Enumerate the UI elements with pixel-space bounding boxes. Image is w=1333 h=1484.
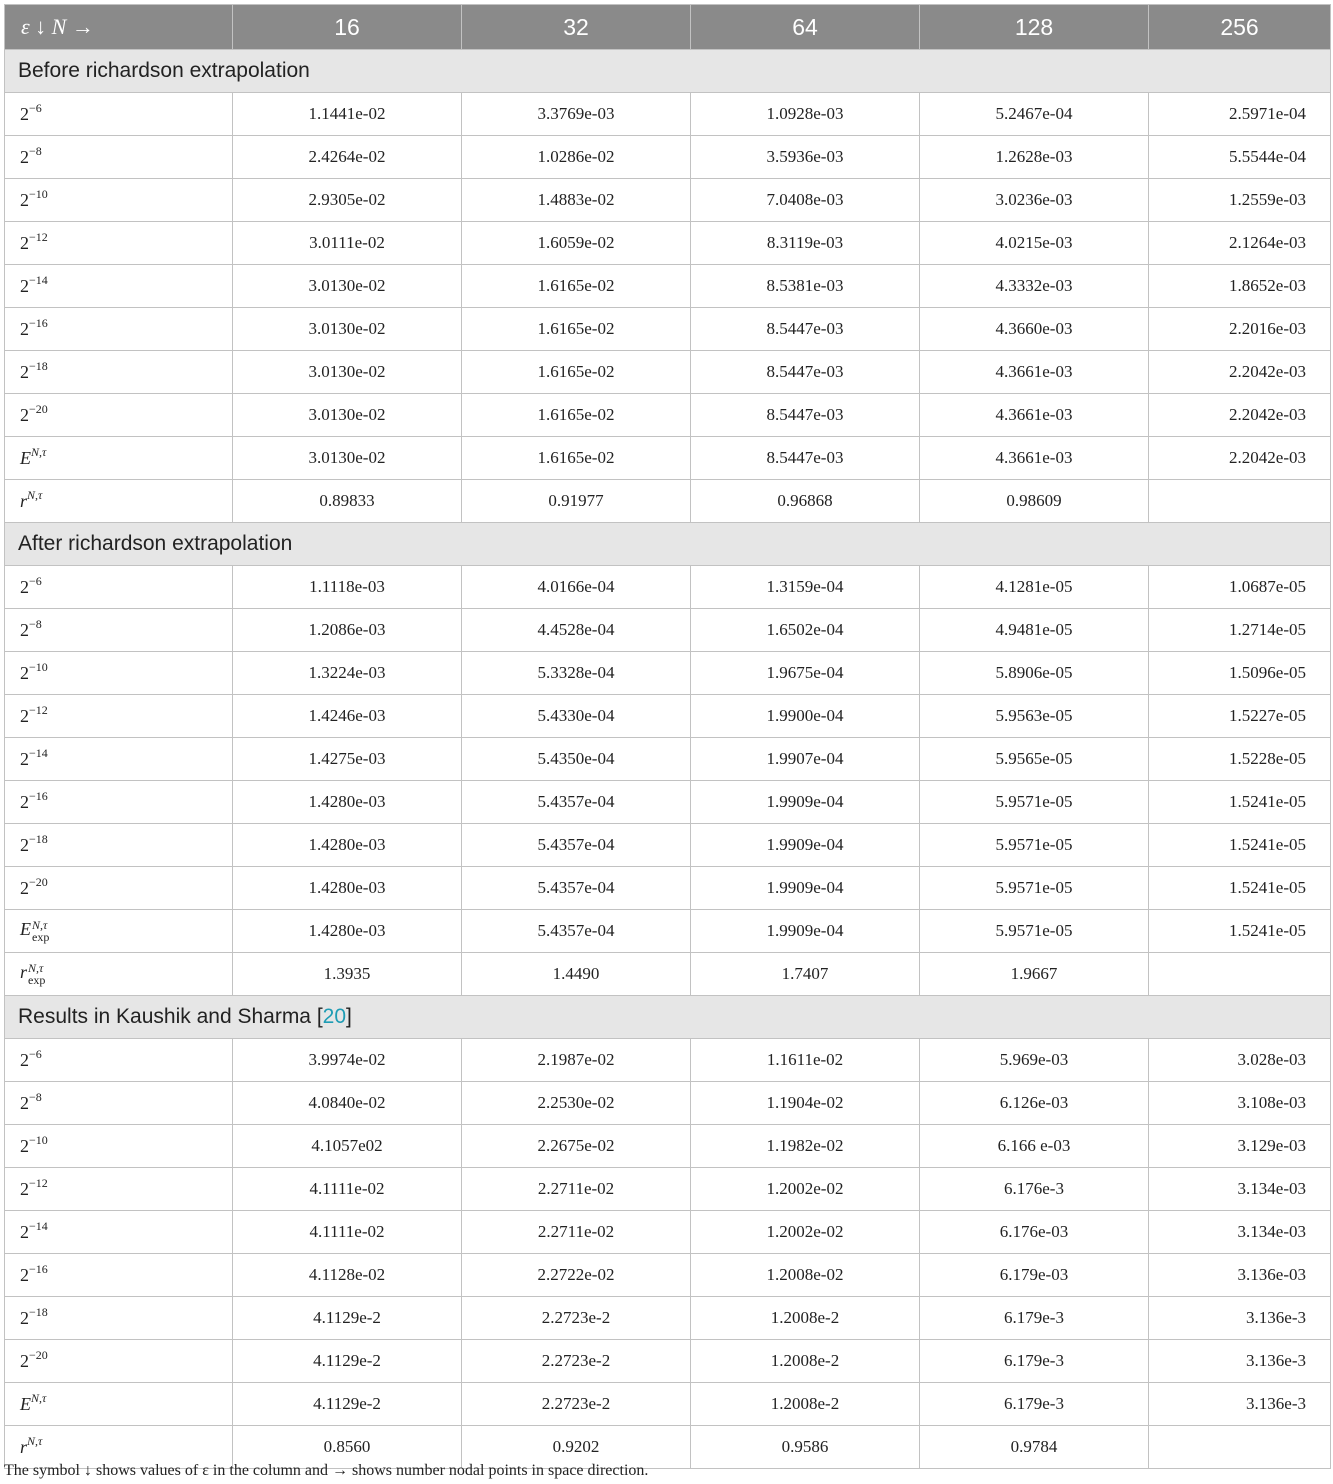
section-header-row bbox=[5, 50, 1331, 93]
table-cell: 1.4883e-02 bbox=[462, 179, 691, 222]
table-cell bbox=[1149, 953, 1331, 996]
table-cell: 0.98609 bbox=[920, 480, 1149, 523]
table-cell: 1.9909e-04 bbox=[691, 824, 920, 867]
table-cell: 5.9563e-05 bbox=[920, 695, 1149, 738]
row-label-base: 2 bbox=[20, 705, 29, 726]
row-label bbox=[5, 265, 233, 308]
table-cell: 4.3661e-03 bbox=[920, 437, 1149, 480]
table-cell: 3.0130e-02 bbox=[233, 437, 462, 480]
table-row bbox=[5, 480, 1331, 523]
table-cell: 2.2016e-03 bbox=[1149, 308, 1331, 351]
table-cell: 4.1128e-02 bbox=[233, 1254, 462, 1297]
table-cell: 4.1111e-02 bbox=[233, 1168, 462, 1211]
row-label-base: 2 bbox=[20, 1350, 29, 1371]
table-row bbox=[5, 867, 1331, 910]
row-label bbox=[5, 1254, 233, 1297]
row-label-base: 2 bbox=[20, 791, 29, 812]
table-cell: 1.6059e-02 bbox=[462, 222, 691, 265]
table-cell: 1.6165e-02 bbox=[462, 351, 691, 394]
table-cell: 1.2628e-03 bbox=[920, 136, 1149, 179]
table-cell: 4.0840e-02 bbox=[233, 1082, 462, 1125]
table-cell: 5.4357e-04 bbox=[462, 867, 691, 910]
table-cell: 6.179e-3 bbox=[920, 1383, 1149, 1426]
table-cell: 1.8652e-03 bbox=[1149, 265, 1331, 308]
table-cell bbox=[1149, 1426, 1331, 1469]
table-cell: 8.5447e-03 bbox=[691, 437, 920, 480]
table-row bbox=[5, 437, 1331, 480]
row-label bbox=[5, 1082, 233, 1125]
table-cell: 3.136e-3 bbox=[1149, 1297, 1331, 1340]
row-label-superscript: −12 bbox=[29, 229, 48, 244]
section-title-text: Before richardson extrapolation bbox=[18, 59, 310, 82]
table-cell: 1.6165e-02 bbox=[462, 394, 691, 437]
table-cell: 3.5936e-03 bbox=[691, 136, 920, 179]
table-cell: 4.4528e-04 bbox=[462, 609, 691, 652]
table-row bbox=[5, 1125, 1331, 1168]
row-label-superscript: −10 bbox=[29, 1132, 48, 1147]
header-corner: ε ↓ N → bbox=[5, 5, 233, 50]
row-label bbox=[5, 1383, 233, 1426]
table-row bbox=[5, 1168, 1331, 1211]
row-label bbox=[5, 695, 233, 738]
table-cell: 4.1129e-2 bbox=[233, 1297, 462, 1340]
table-cell: 1.1904e-02 bbox=[691, 1082, 920, 1125]
results-table bbox=[4, 4, 1331, 1469]
row-label-superscript: −20 bbox=[29, 1347, 48, 1362]
table-cell: 3.136e-3 bbox=[1149, 1383, 1331, 1426]
row-label-base: r bbox=[20, 490, 28, 511]
row-label-base: 2 bbox=[20, 361, 29, 382]
table-cell: 0.8560 bbox=[233, 1426, 462, 1469]
row-label-base: 2 bbox=[20, 232, 29, 253]
section-header-row bbox=[5, 523, 1331, 566]
table-cell: 3.028e-03 bbox=[1149, 1039, 1331, 1082]
row-label-base: 2 bbox=[20, 748, 29, 769]
row-label bbox=[5, 867, 233, 910]
row-label-superscript: −12 bbox=[29, 702, 48, 717]
table-cell: 2.2042e-03 bbox=[1149, 394, 1331, 437]
row-label-base: 2 bbox=[20, 189, 29, 210]
row-label-superscript: −12 bbox=[29, 1175, 48, 1190]
row-label-base: 2 bbox=[20, 1178, 29, 1199]
table-cell: 5.4330e-04 bbox=[462, 695, 691, 738]
row-label bbox=[5, 738, 233, 781]
table-cell: 1.3224e-03 bbox=[233, 652, 462, 695]
table-cell: 3.0130e-02 bbox=[233, 308, 462, 351]
table-row bbox=[5, 308, 1331, 351]
table-cell: 1.9667 bbox=[920, 953, 1149, 996]
citation-link[interactable]: 20 bbox=[322, 1005, 347, 1028]
row-label-base: 2 bbox=[20, 1221, 29, 1242]
table-cell: 4.3661e-03 bbox=[920, 351, 1149, 394]
row-label-superscript: −18 bbox=[29, 831, 48, 846]
table-row bbox=[5, 1383, 1331, 1426]
table-cell: 6.179e-3 bbox=[920, 1340, 1149, 1383]
row-label-base: r bbox=[20, 962, 28, 982]
table-cell: 1.4280e-03 bbox=[233, 867, 462, 910]
row-label-base: 2 bbox=[20, 877, 29, 898]
table-cell: 1.9909e-04 bbox=[691, 867, 920, 910]
row-label-superscript: −6 bbox=[29, 1046, 42, 1061]
table-row bbox=[5, 1211, 1331, 1254]
table-row bbox=[5, 93, 1331, 136]
table-cell: 5.4350e-04 bbox=[462, 738, 691, 781]
table-row bbox=[5, 179, 1331, 222]
row-label bbox=[5, 1211, 233, 1254]
section-title bbox=[5, 50, 1331, 93]
row-label bbox=[5, 1125, 233, 1168]
table-cell: 3.0130e-02 bbox=[233, 394, 462, 437]
table-row bbox=[5, 652, 1331, 695]
row-label-superscript: N,τ bbox=[27, 487, 43, 502]
row-label-scripts bbox=[28, 962, 45, 986]
table-cell: 3.9974e-02 bbox=[233, 1039, 462, 1082]
row-label-superscript: −18 bbox=[29, 1304, 48, 1319]
row-label bbox=[5, 308, 233, 351]
table-cell: 5.5544e-04 bbox=[1149, 136, 1331, 179]
row-label bbox=[5, 437, 233, 480]
row-label bbox=[5, 136, 233, 179]
table-cell: 2.2722e-02 bbox=[462, 1254, 691, 1297]
header-col-128: 128 bbox=[920, 5, 1149, 50]
row-label bbox=[5, 910, 233, 953]
table-row bbox=[5, 781, 1331, 824]
table-cell: 5.4357e-04 bbox=[462, 781, 691, 824]
row-label-superscript: −8 bbox=[29, 616, 42, 631]
table-cell: 6.166 e-03 bbox=[920, 1125, 1149, 1168]
table-cell: 4.1281e-05 bbox=[920, 566, 1149, 609]
table-cell: 3.136e-03 bbox=[1149, 1254, 1331, 1297]
table-cell: 1.6165e-02 bbox=[462, 265, 691, 308]
table-cell: 2.2723e-2 bbox=[462, 1340, 691, 1383]
header-col-16: 16 bbox=[233, 5, 462, 50]
table-row bbox=[5, 265, 1331, 308]
table-row bbox=[5, 136, 1331, 179]
header-col-64: 64 bbox=[691, 5, 920, 50]
row-label-base: 2 bbox=[20, 318, 29, 339]
table-cell: 1.5228e-05 bbox=[1149, 738, 1331, 781]
table-cell: 8.5447e-03 bbox=[691, 394, 920, 437]
table-cell: 1.2008e-02 bbox=[691, 1254, 920, 1297]
row-label bbox=[5, 609, 233, 652]
table-cell: 2.2675e-02 bbox=[462, 1125, 691, 1168]
table-cell: 1.9900e-04 bbox=[691, 695, 920, 738]
table-cell: 5.8906e-05 bbox=[920, 652, 1149, 695]
table-cell: 1.4246e-03 bbox=[233, 695, 462, 738]
row-label-superscript: N,τ bbox=[28, 961, 44, 975]
table-cell: 3.136e-3 bbox=[1149, 1340, 1331, 1383]
table-cell: 4.1129e-2 bbox=[233, 1383, 462, 1426]
row-label bbox=[5, 1297, 233, 1340]
table-cell: 8.5447e-03 bbox=[691, 351, 920, 394]
table-cell: 1.1441e-02 bbox=[233, 93, 462, 136]
row-label-base: 2 bbox=[20, 619, 29, 640]
table-cell: 1.5227e-05 bbox=[1149, 695, 1331, 738]
table-cell: 6.126e-03 bbox=[920, 1082, 1149, 1125]
table-cell: 1.5241e-05 bbox=[1149, 824, 1331, 867]
table-cell: 1.4275e-03 bbox=[233, 738, 462, 781]
table-header bbox=[5, 5, 1331, 50]
row-label-subscript: exp bbox=[32, 930, 50, 944]
row-label-base: 2 bbox=[20, 1307, 29, 1328]
header-col-256: 256 bbox=[1149, 5, 1331, 50]
table-cell: 5.9571e-05 bbox=[920, 824, 1149, 867]
row-label-superscript: −6 bbox=[29, 100, 42, 115]
table-cell: 2.2042e-03 bbox=[1149, 437, 1331, 480]
table-cell: 6.176e-3 bbox=[920, 1168, 1149, 1211]
table-cell: 2.2530e-02 bbox=[462, 1082, 691, 1125]
row-label-scripts bbox=[32, 919, 49, 943]
table-row bbox=[5, 953, 1331, 996]
table-cell: 3.3769e-03 bbox=[462, 93, 691, 136]
table-cell: 1.2008e-2 bbox=[691, 1340, 920, 1383]
row-label-superscript: N,τ bbox=[27, 1433, 43, 1448]
table-cell: 0.96868 bbox=[691, 480, 920, 523]
table-row bbox=[5, 1297, 1331, 1340]
row-label-base: r bbox=[20, 1436, 28, 1457]
row-label-superscript: −20 bbox=[29, 874, 48, 889]
row-label-subscript: exp bbox=[28, 973, 46, 987]
table-cell: 5.9565e-05 bbox=[920, 738, 1149, 781]
row-label-base: 2 bbox=[20, 146, 29, 167]
section-title-end: ] bbox=[346, 1005, 352, 1028]
row-label-superscript: −6 bbox=[29, 573, 42, 588]
row-label-base: 2 bbox=[20, 1264, 29, 1285]
table-cell: 2.2711e-02 bbox=[462, 1168, 691, 1211]
table-cell: 0.89833 bbox=[233, 480, 462, 523]
table-row bbox=[5, 738, 1331, 781]
row-label bbox=[5, 566, 233, 609]
table-cell: 4.3661e-03 bbox=[920, 394, 1149, 437]
table-cell: 1.4280e-03 bbox=[233, 781, 462, 824]
table-cell: 1.2008e-2 bbox=[691, 1297, 920, 1340]
table-cell: 3.134e-03 bbox=[1149, 1168, 1331, 1211]
table-cell: 1.5241e-05 bbox=[1149, 867, 1331, 910]
row-label-superscript: −10 bbox=[29, 186, 48, 201]
row-label bbox=[5, 179, 233, 222]
table-cell: 2.9305e-02 bbox=[233, 179, 462, 222]
table-cell: 1.6165e-02 bbox=[462, 437, 691, 480]
table-cell: 0.9202 bbox=[462, 1426, 691, 1469]
table-row bbox=[5, 222, 1331, 265]
row-label-base: 2 bbox=[20, 404, 29, 425]
table-cell: 5.4357e-04 bbox=[462, 824, 691, 867]
row-label-superscript: −16 bbox=[29, 315, 48, 330]
table-cell: 5.9571e-05 bbox=[920, 910, 1149, 953]
table-cell: 1.6165e-02 bbox=[462, 308, 691, 351]
row-label-base: 2 bbox=[20, 1092, 29, 1113]
table-body bbox=[5, 50, 1331, 1469]
row-label-superscript: −10 bbox=[29, 659, 48, 674]
table-cell: 3.0130e-02 bbox=[233, 351, 462, 394]
row-label-superscript: N,τ bbox=[32, 918, 48, 932]
row-label bbox=[5, 1340, 233, 1383]
table-row bbox=[5, 566, 1331, 609]
table-cell: 1.2002e-02 bbox=[691, 1168, 920, 1211]
table-cell: 1.0286e-02 bbox=[462, 136, 691, 179]
row-label-superscript: −14 bbox=[29, 745, 48, 760]
table-cell: 1.2008e-2 bbox=[691, 1383, 920, 1426]
table-cell: 1.6502e-04 bbox=[691, 609, 920, 652]
table-cell: 6.179e-3 bbox=[920, 1297, 1149, 1340]
table-cell: 1.2086e-03 bbox=[233, 609, 462, 652]
table-cell: 2.1987e-02 bbox=[462, 1039, 691, 1082]
row-label bbox=[5, 781, 233, 824]
table-cell: 1.1611e-02 bbox=[691, 1039, 920, 1082]
table-row bbox=[5, 824, 1331, 867]
row-label-base: E bbox=[20, 919, 31, 939]
table-cell: 8.5447e-03 bbox=[691, 308, 920, 351]
row-label bbox=[5, 1168, 233, 1211]
row-label-base: E bbox=[20, 447, 31, 468]
table-cell: 2.2723e-2 bbox=[462, 1297, 691, 1340]
table-cell: 1.0687e-05 bbox=[1149, 566, 1331, 609]
row-label-superscript: −8 bbox=[29, 1089, 42, 1104]
row-label-base: 2 bbox=[20, 662, 29, 683]
table-cell: 1.2559e-03 bbox=[1149, 179, 1331, 222]
table-cell: 5.2467e-04 bbox=[920, 93, 1149, 136]
table-cell: 4.0166e-04 bbox=[462, 566, 691, 609]
table-cell: 4.3332e-03 bbox=[920, 265, 1149, 308]
row-label-superscript: N,τ bbox=[31, 444, 47, 459]
section-title-text: After richardson extrapolation bbox=[18, 532, 293, 555]
row-label-superscript: −16 bbox=[29, 788, 48, 803]
row-label bbox=[5, 93, 233, 136]
table-cell: 1.2714e-05 bbox=[1149, 609, 1331, 652]
table-cell: 2.5971e-04 bbox=[1149, 93, 1331, 136]
table-cell: 2.4264e-02 bbox=[233, 136, 462, 179]
table-cell: 1.4280e-03 bbox=[233, 824, 462, 867]
table-cell: 1.1118e-03 bbox=[233, 566, 462, 609]
table-cell: 0.9586 bbox=[691, 1426, 920, 1469]
table-cell: 5.3328e-04 bbox=[462, 652, 691, 695]
table-row bbox=[5, 1082, 1331, 1125]
row-label bbox=[5, 222, 233, 265]
table-cell: 8.5381e-03 bbox=[691, 265, 920, 308]
table-cell: 4.1111e-02 bbox=[233, 1211, 462, 1254]
table-cell: 1.7407 bbox=[691, 953, 920, 996]
row-label-superscript: −16 bbox=[29, 1261, 48, 1276]
table-cell: 1.2002e-02 bbox=[691, 1211, 920, 1254]
row-label-base: 2 bbox=[20, 275, 29, 296]
header-col-32: 32 bbox=[462, 5, 691, 50]
table-cell: 4.1057e02 bbox=[233, 1125, 462, 1168]
row-label bbox=[5, 1039, 233, 1082]
table-cell: 4.3660e-03 bbox=[920, 308, 1149, 351]
row-label-base: 2 bbox=[20, 103, 29, 124]
row-label-base: 2 bbox=[20, 1135, 29, 1156]
table-cell: 6.179e-03 bbox=[920, 1254, 1149, 1297]
table-cell: 1.5241e-05 bbox=[1149, 781, 1331, 824]
table-cell: 7.0408e-03 bbox=[691, 179, 920, 222]
table-cell: 5.9571e-05 bbox=[920, 781, 1149, 824]
table-cell: 1.0928e-03 bbox=[691, 93, 920, 136]
table-row bbox=[5, 1039, 1331, 1082]
table-cell: 3.0111e-02 bbox=[233, 222, 462, 265]
table-cell: 2.2711e-02 bbox=[462, 1211, 691, 1254]
table-cell: 3.0130e-02 bbox=[233, 265, 462, 308]
table-row bbox=[5, 695, 1331, 738]
section-title bbox=[5, 523, 1331, 566]
row-label bbox=[5, 480, 233, 523]
table-cell: 2.2042e-03 bbox=[1149, 351, 1331, 394]
section-title bbox=[5, 996, 1331, 1039]
row-label-base: E bbox=[20, 1393, 31, 1414]
row-label-base: 2 bbox=[20, 576, 29, 597]
table-row bbox=[5, 910, 1331, 953]
table-cell: 1.5096e-05 bbox=[1149, 652, 1331, 695]
table-cell: 4.9481e-05 bbox=[920, 609, 1149, 652]
row-label-superscript: −8 bbox=[29, 143, 42, 158]
table-cell: 3.129e-03 bbox=[1149, 1125, 1331, 1168]
row-label bbox=[5, 652, 233, 695]
table-cell: 4.1129e-2 bbox=[233, 1340, 462, 1383]
table-cell: 4.0215e-03 bbox=[920, 222, 1149, 265]
table-cell: 1.9909e-04 bbox=[691, 781, 920, 824]
table-cell: 5.4357e-04 bbox=[462, 910, 691, 953]
table-cell: 1.1982e-02 bbox=[691, 1125, 920, 1168]
table-cell: 2.1264e-03 bbox=[1149, 222, 1331, 265]
row-label-superscript: −14 bbox=[29, 1218, 48, 1233]
row-label bbox=[5, 394, 233, 437]
table-cell: 3.108e-03 bbox=[1149, 1082, 1331, 1125]
table-cell: 0.91977 bbox=[462, 480, 691, 523]
table-cell bbox=[1149, 480, 1331, 523]
table-cell: 5.9571e-05 bbox=[920, 867, 1149, 910]
row-label bbox=[5, 824, 233, 867]
row-label-superscript: −20 bbox=[29, 401, 48, 416]
table-row bbox=[5, 351, 1331, 394]
table-cell: 1.4280e-03 bbox=[233, 910, 462, 953]
section-title-text: Results in Kaushik and Sharma [ bbox=[18, 1005, 323, 1028]
table-cell: 2.2723e-2 bbox=[462, 1383, 691, 1426]
section-header-row bbox=[5, 996, 1331, 1039]
table-cell: 0.9784 bbox=[920, 1426, 1149, 1469]
table-cell: 1.5241e-05 bbox=[1149, 910, 1331, 953]
row-label-base: 2 bbox=[20, 1049, 29, 1070]
table-cell: 1.3935 bbox=[233, 953, 462, 996]
table-cell: 1.9909e-04 bbox=[691, 910, 920, 953]
table-cell: 3.134e-03 bbox=[1149, 1211, 1331, 1254]
table-row bbox=[5, 1340, 1331, 1383]
table-cell: 3.0236e-03 bbox=[920, 179, 1149, 222]
row-label-superscript: −18 bbox=[29, 358, 48, 373]
table-row bbox=[5, 609, 1331, 652]
row-label-base: 2 bbox=[20, 834, 29, 855]
table-cell: 5.969e-03 bbox=[920, 1039, 1149, 1082]
row-label bbox=[5, 351, 233, 394]
row-label-superscript: N,τ bbox=[31, 1390, 47, 1405]
table-cell: 6.176e-03 bbox=[920, 1211, 1149, 1254]
table-row bbox=[5, 394, 1331, 437]
row-label bbox=[5, 953, 233, 996]
table-footnote: The symbol ↓ shows values of ε in the column and → shows number nodal points in space direction. bbox=[4, 1462, 649, 1479]
table-cell: 1.9675e-04 bbox=[691, 652, 920, 695]
table-cell: 8.3119e-03 bbox=[691, 222, 920, 265]
table-cell: 1.4490 bbox=[462, 953, 691, 996]
table-cell: 1.3159e-04 bbox=[691, 566, 920, 609]
table-row bbox=[5, 1254, 1331, 1297]
table-cell: 1.9907e-04 bbox=[691, 738, 920, 781]
row-label-superscript: −14 bbox=[29, 272, 48, 287]
